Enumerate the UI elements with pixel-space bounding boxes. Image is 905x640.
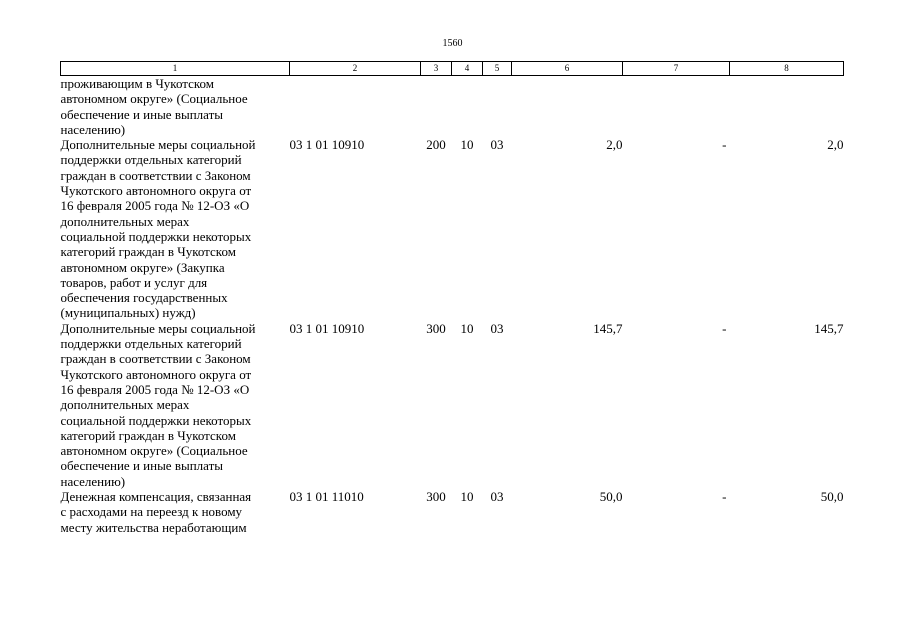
column-header-7: 7 [623,62,730,76]
column-header-5: 5 [483,62,512,76]
amount-total-cell [512,76,623,138]
subsection-cell: 03 [490,137,504,153]
amount-federal-cell: - [722,320,727,336]
amount-federal-cell: - [722,137,727,153]
table-row [61,76,844,138]
subsection-cell [483,76,512,138]
column-header-3: 3 [421,62,452,76]
column-header-4: 4 [452,62,483,76]
program-code-cell: 03 1 01 11010 [289,489,364,505]
program-code-cell: 03 1 01 10910 [289,137,365,153]
amount-regional-cell: 2,0 [827,137,844,153]
budget-table [60,61,844,535]
table-row [61,489,844,535]
column-header-1: 1 [61,62,290,76]
section-cell: 10 [460,137,474,153]
column-number-header-row [61,62,844,76]
expense-name-cell: проживающим в Чукотском автономном округе» (Социальное обеспечение и иные выплаты населению) [60,76,248,137]
column-header-6: 6 [512,62,623,76]
amount-regional-cell [730,76,844,138]
amount-regional-cell: 50,0 [820,489,844,505]
section-cell [452,76,483,138]
program-code-cell [290,76,421,138]
program-code-cell: 03 1 01 10910 [289,320,365,336]
amount-total-cell: 50,0 [599,489,623,505]
subsection-cell: 03 [490,489,504,505]
table-row [61,321,844,489]
expense-name-cell: Денежная компенсация, связанная с расходами на переезд к новому месту жительства неработающим [60,489,252,535]
expense-name-cell: Дополнительные меры социальной поддержки отдельных категорий граждан в соответствии с Законом Чукотского автономного округа от 16 февраля 2005 года № 12-ОЗ «О дополнительных мерах социальной поддержки некоторых категорий граждан в Чукотском автономном округе» (Социальное обеспечение и иные выплаты населению) [60,320,256,489]
column-header-8: 8 [730,62,844,76]
table-row [61,137,844,321]
amount-federal-cell [623,76,730,138]
amount-total-cell: 145,7 [593,320,623,336]
expense-type-cell: 300 [426,489,446,505]
section-cell: 10 [460,489,474,505]
section-cell: 10 [460,320,474,336]
page-number: 1560 [442,38,463,49]
expense-name-cell: Дополнительные меры социальной поддержки отдельных категорий граждан в соответствии с Законом Чукотского автономного округа от 16 февраля 2005 года № 12-ОЗ «О дополнительных мерах социальной поддержки некоторых категорий граждан в Чукотском автономном округе» (Закупка товаров, работ и услуг для обеспечения государственных (муниципальных) нужд) [60,137,256,321]
subsection-cell: 03 [490,320,504,336]
expense-type-cell [421,76,452,138]
amount-regional-cell: 145,7 [814,320,844,336]
expense-type-cell: 300 [426,320,446,336]
amount-federal-cell: - [722,489,727,505]
expense-type-cell: 200 [426,137,446,153]
column-header-2: 2 [290,62,421,76]
amount-total-cell: 2,0 [606,137,623,153]
